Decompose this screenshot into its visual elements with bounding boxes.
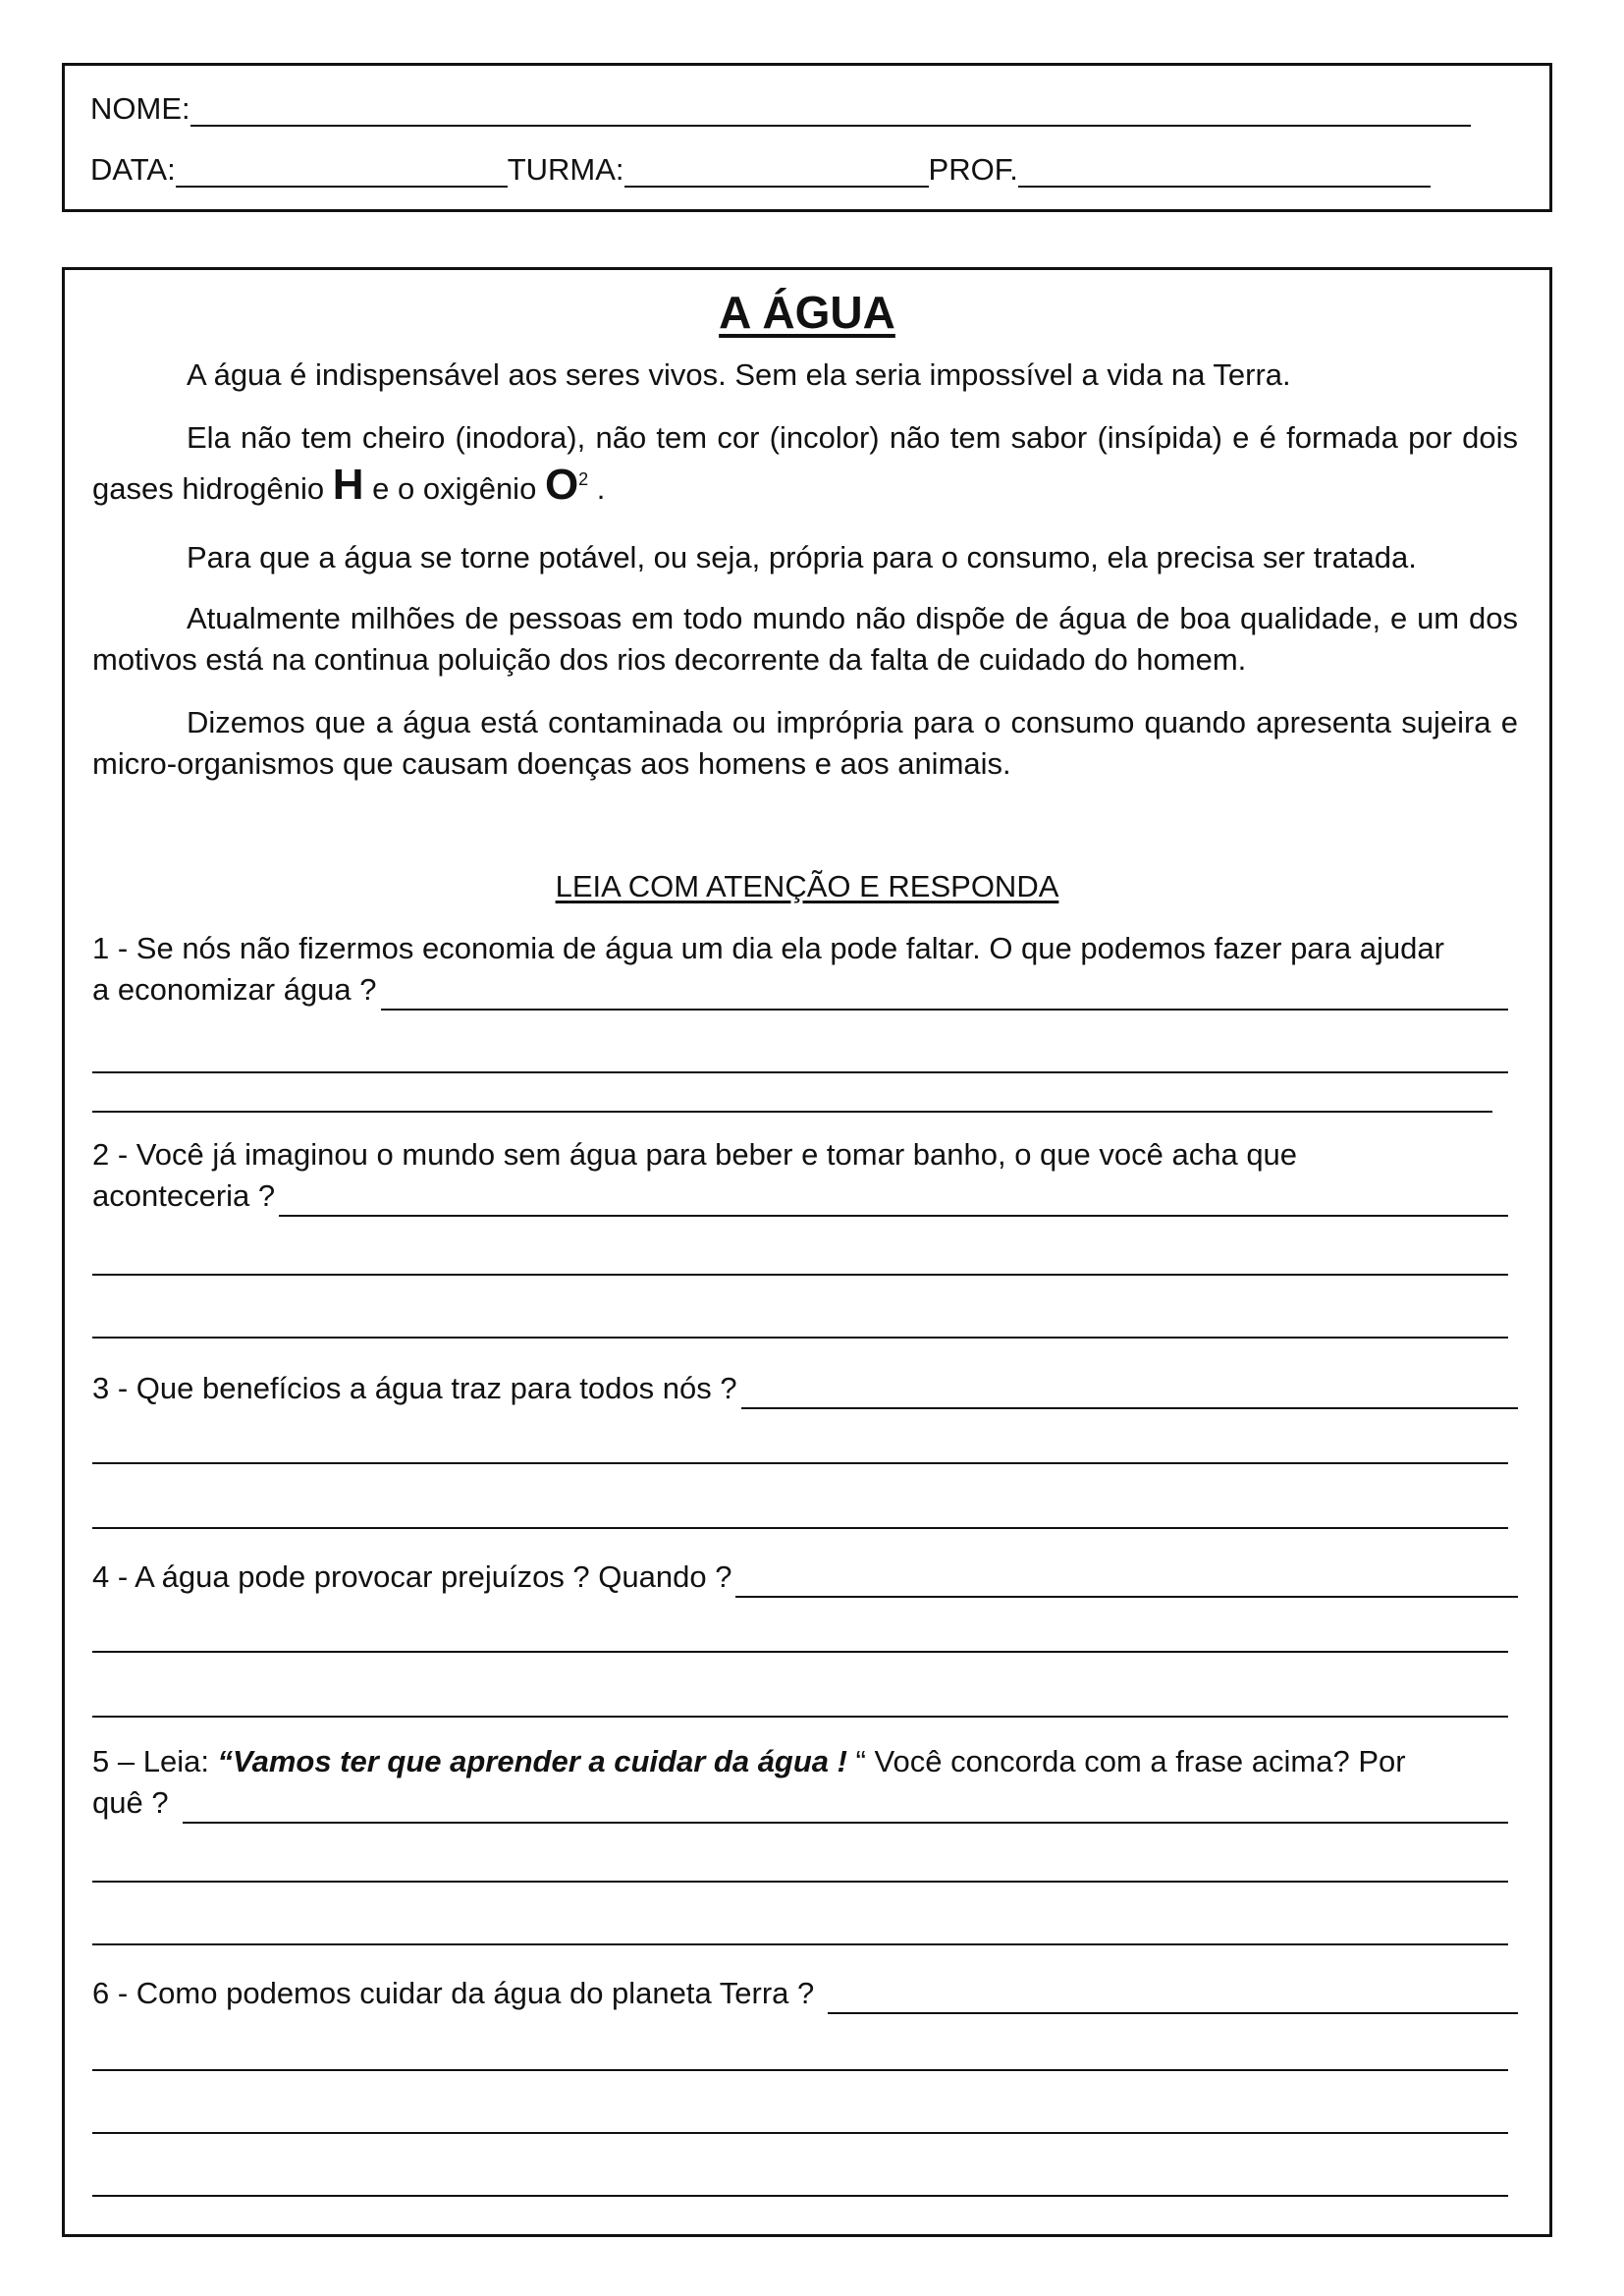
answer-3-line-0[interactable]	[741, 1378, 1518, 1409]
paragraph-2-mid: e o oxigênio	[363, 471, 545, 506]
question-4	[92, 1557, 1518, 1598]
question-2-line-2	[92, 1175, 1518, 1217]
name-row	[90, 91, 1471, 127]
question-2-tail: aconteceria ?	[92, 1178, 276, 1213]
answer-4-line-1[interactable]	[92, 1651, 1508, 1653]
question-5-line-2	[92, 1782, 1518, 1824]
answer-6-line-3[interactable]	[92, 2195, 1508, 2197]
paragraph-2-start: Ela não tem cheiro (inodora), não tem cor (incolor) não tem sabor (insípida) e é formada por dois gases hidrogênio	[92, 420, 1518, 506]
answer-2-line-1[interactable]	[92, 1274, 1508, 1276]
teacher-field[interactable]	[1018, 156, 1431, 188]
class-field[interactable]	[624, 156, 929, 188]
answer-1-line-2[interactable]	[92, 1111, 1492, 1113]
question-5-prefix: 5 – Leia:	[92, 1744, 218, 1778]
question-5-tail: quê ?	[92, 1785, 169, 1820]
answer-3-line-1[interactable]	[92, 1462, 1508, 1464]
question-5	[92, 1741, 1518, 1824]
page-title: A ÁGUA	[719, 287, 895, 338]
answer-5-line-2[interactable]	[92, 1943, 1508, 1945]
answer-6-line-2[interactable]	[92, 2132, 1508, 2134]
paragraph-1: A água é indispensável aos seres vivos. Sem ela seria impossível a vida na Terra.	[187, 357, 1291, 392]
answer-6-line-1[interactable]	[92, 2069, 1508, 2071]
student-info-box	[62, 63, 1552, 212]
paragraph-5: Dizemos que a água está contaminada ou imprópria para o consumo quando apresenta sujeira e micro-organismos que causam doenças aos homens e aos animais.	[92, 705, 1518, 781]
answer-2-line-0[interactable]	[279, 1185, 1508, 1217]
worksheet-box	[62, 267, 1552, 2237]
answer-4-line-2[interactable]	[92, 1716, 1508, 1718]
answer-1-line-1[interactable]	[92, 1071, 1508, 1073]
answer-2-line-2[interactable]	[92, 1337, 1508, 1339]
paragraph-2	[92, 417, 1518, 510]
question-1-line-1: 1 - Se nós não fizermos economia de água um dia ela pode faltar. O que podemos fazer para ajudar	[92, 931, 1444, 965]
teacher-label: PROF.	[928, 152, 1018, 187]
oxygen-symbol: O	[544, 461, 579, 509]
question-3	[92, 1368, 1518, 1409]
question-1	[92, 928, 1518, 1011]
question-5-quote: “Vamos ter que aprender a cuidar da água !	[217, 1744, 856, 1778]
class-label: TURMA:	[507, 152, 624, 187]
question-2-line-1: 2 - Você já imaginou o mundo sem água para beber e tomar banho, o que você acha que	[92, 1137, 1298, 1172]
date-field[interactable]	[176, 156, 508, 188]
name-field[interactable]	[190, 95, 1471, 127]
question-2	[92, 1134, 1518, 1217]
info-row	[90, 152, 1431, 188]
paragraph-2-end: .	[588, 471, 606, 506]
question-1-tail: a economizar água ?	[92, 972, 377, 1007]
hydrogen-symbol: H	[332, 461, 364, 509]
question-6	[92, 1973, 1518, 2014]
answer-3-line-2[interactable]	[92, 1527, 1508, 1529]
answer-5-line-0[interactable]	[183, 1792, 1508, 1824]
answer-5-line-1[interactable]	[92, 1881, 1508, 1883]
answer-4-line-0[interactable]	[735, 1566, 1518, 1598]
question-3-text: 3 - Que benefícios a água traz para todos nós ?	[92, 1371, 737, 1405]
question-5-line-1	[92, 1741, 1518, 1782]
question-6-text: 6 - Como podemos cuidar da água do planeta Terra ?	[92, 1976, 815, 2010]
question-4-text: 4 - A água pode provocar prejuízos ? Quando ?	[92, 1559, 732, 1594]
question-5-close: “ Você concorda com a frase acima? Por	[855, 1744, 1406, 1778]
questions-heading: LEIA COM ATENÇÃO E RESPONDA	[555, 869, 1059, 903]
oxygen-superscript: 2	[578, 469, 589, 489]
question-1-line-2	[92, 969, 1518, 1011]
date-label: DATA:	[90, 152, 176, 187]
answer-1-line-0[interactable]	[381, 979, 1508, 1011]
paragraph-4: Atualmente milhões de pessoas em todo mundo não dispõe de água de boa qualidade, e um dos motivos está na continua poluição dos rios decorrente da falta de cuidado do homem.	[92, 601, 1518, 677]
paragraph-3: Para que a água se torne potável, ou seja, própria para o consumo, ela precisa ser tratada.	[187, 540, 1417, 574]
answer-6-line-0[interactable]	[828, 1983, 1518, 2014]
name-label: NOME:	[90, 91, 190, 126]
